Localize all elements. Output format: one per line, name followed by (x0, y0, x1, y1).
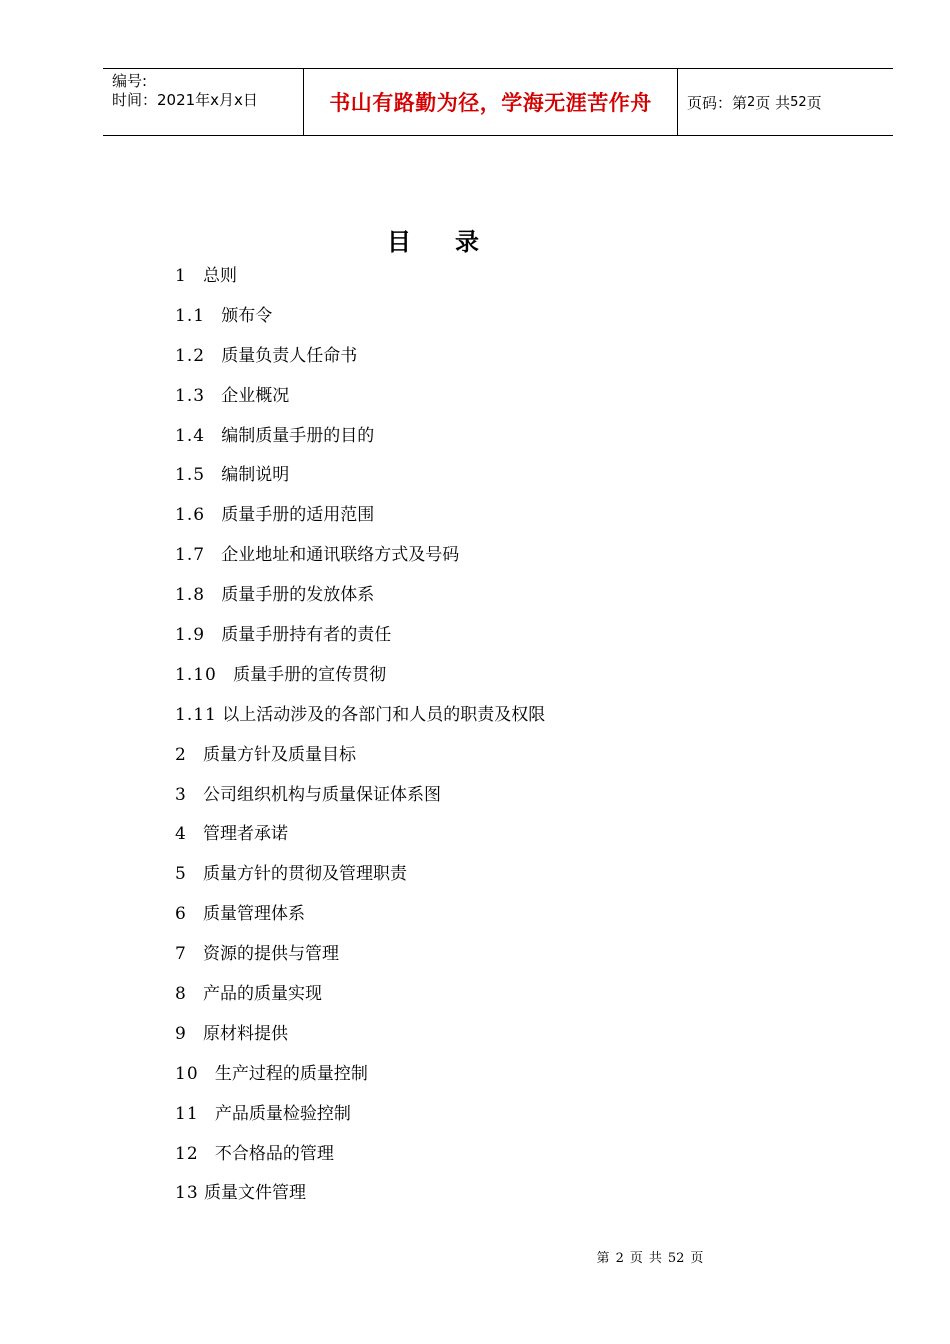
toc-item-text: 质量文件管理 (204, 1183, 307, 1204)
toc-item (175, 383, 545, 423)
toc-item-text: 产品的质量实现 (203, 984, 323, 1005)
toc-item-text: 资源的提供与管理 (203, 944, 340, 965)
toc-item-text: 原材料提供 (203, 1023, 289, 1044)
page-total: 52 (790, 94, 807, 110)
toc-item-number: 1.11 (175, 704, 217, 725)
page-prefix: 页码：第 (687, 93, 748, 112)
toc-item-number: 10 (175, 1063, 199, 1084)
toc-item-number: 1.8 (175, 585, 206, 606)
toc-item-text: 质量方针及质量目标 (203, 744, 357, 765)
header-motto: 书山有路勤为径，学海无涯苦作舟 (304, 69, 678, 135)
toc-item-number: 3 (175, 784, 187, 805)
toc-item-text: 质量手册的宣传贯彻 (233, 664, 387, 685)
toc-item (175, 702, 545, 742)
toc-item-text: 不合格品的管理 (214, 1143, 334, 1164)
toc-item (175, 861, 545, 901)
toc-item-text: 生产过程的质量控制 (214, 1063, 368, 1084)
toc-item-text: 颁布令 (221, 305, 273, 326)
toc-item-text: 企业概况 (221, 385, 290, 406)
toc-item-number: 1.5 (175, 465, 206, 486)
toc-item (175, 1021, 545, 1061)
footer-suffix: 页 (690, 1251, 704, 1266)
page-header (103, 68, 893, 136)
toc-item-number: 1.4 (175, 425, 206, 446)
toc-item (175, 622, 545, 662)
toc-item (175, 941, 545, 981)
toc-item-text: 总则 (203, 266, 238, 286)
toc-item-number: 13 (175, 1183, 199, 1204)
toc-item (175, 582, 545, 622)
toc-list (175, 263, 545, 1220)
toc-item (175, 821, 545, 861)
toc-item (175, 263, 545, 303)
toc-item-number: 9 (175, 1023, 187, 1044)
toc-item-number: 1.2 (175, 345, 206, 366)
toc-item-number: 1.9 (175, 625, 206, 646)
toc-item-number: 4 (175, 824, 187, 845)
header-page-info (678, 69, 893, 135)
toc-title: 目录 (387, 228, 523, 256)
toc-item-text: 质量手册持有者的责任 (221, 625, 392, 646)
toc-item-text: 质量手册的发放体系 (221, 585, 375, 606)
footer-middle1: 页 (629, 1251, 643, 1266)
toc-item-number: 11 (175, 1103, 199, 1124)
toc-item-number: 1.1 (175, 305, 206, 326)
number-label: 编号: (112, 72, 148, 90)
toc-item-number: 2 (175, 744, 187, 765)
toc-item (175, 1061, 545, 1101)
toc-item (175, 1180, 545, 1220)
toc-item-number: 7 (175, 944, 187, 965)
toc-item-text: 质量手册的适用范围 (221, 505, 375, 526)
toc-item (175, 782, 545, 822)
toc-item (175, 542, 545, 582)
footer-prefix: 第 (596, 1251, 610, 1266)
toc-item (175, 662, 545, 702)
toc-item-number: 1.10 (175, 664, 217, 685)
toc-item-number: 12 (175, 1143, 199, 1164)
toc-item-text: 公司组织机构与质量保证体系图 (203, 784, 442, 805)
toc-item (175, 462, 545, 502)
header-meta (103, 69, 304, 135)
toc-item (175, 901, 545, 941)
footer-current: 2 (615, 1251, 624, 1266)
toc-item (175, 343, 545, 383)
toc-item-text: 管理者承诺 (203, 824, 289, 845)
toc-item-text: 编制质量手册的目的 (221, 425, 375, 446)
toc-item (175, 1141, 545, 1181)
toc-item-text: 质量负责人任命书 (221, 345, 358, 366)
toc-item (175, 1101, 545, 1141)
toc-item-text: 编制说明 (221, 465, 290, 486)
toc-item-text: 以上活动涉及的各部门和人员的职责及权限 (222, 704, 546, 725)
footer-middle2: 共 (648, 1251, 662, 1266)
toc-item-number: 1 (175, 266, 187, 286)
toc-item-number: 1.3 (175, 385, 206, 406)
page-suffix: 页 (806, 93, 822, 112)
toc-item-text: 企业地址和通讯联络方式及号码 (221, 545, 460, 566)
toc-item (175, 742, 545, 782)
toc-item-number: 8 (175, 984, 187, 1005)
footer-total: 52 (667, 1251, 685, 1266)
toc-item-text: 质量方针的贯彻及管理职责 (203, 864, 408, 885)
page-current: 2 (747, 94, 756, 110)
toc-item-number: 6 (175, 904, 187, 925)
page-middle: 页 共 (755, 93, 791, 112)
toc-item-number: 1.6 (175, 505, 206, 526)
toc-item-number: 5 (175, 864, 187, 885)
time-label: 时间：2021年x月x日 (112, 91, 258, 109)
toc-item-number: 1.7 (175, 545, 206, 566)
page-footer (0, 1247, 950, 1266)
toc-item (175, 303, 545, 343)
toc-item (175, 423, 545, 463)
toc-item-text: 质量管理体系 (203, 904, 306, 925)
toc-item-text: 产品质量检验控制 (214, 1103, 351, 1124)
toc-item (175, 502, 545, 542)
toc-item (175, 981, 545, 1021)
